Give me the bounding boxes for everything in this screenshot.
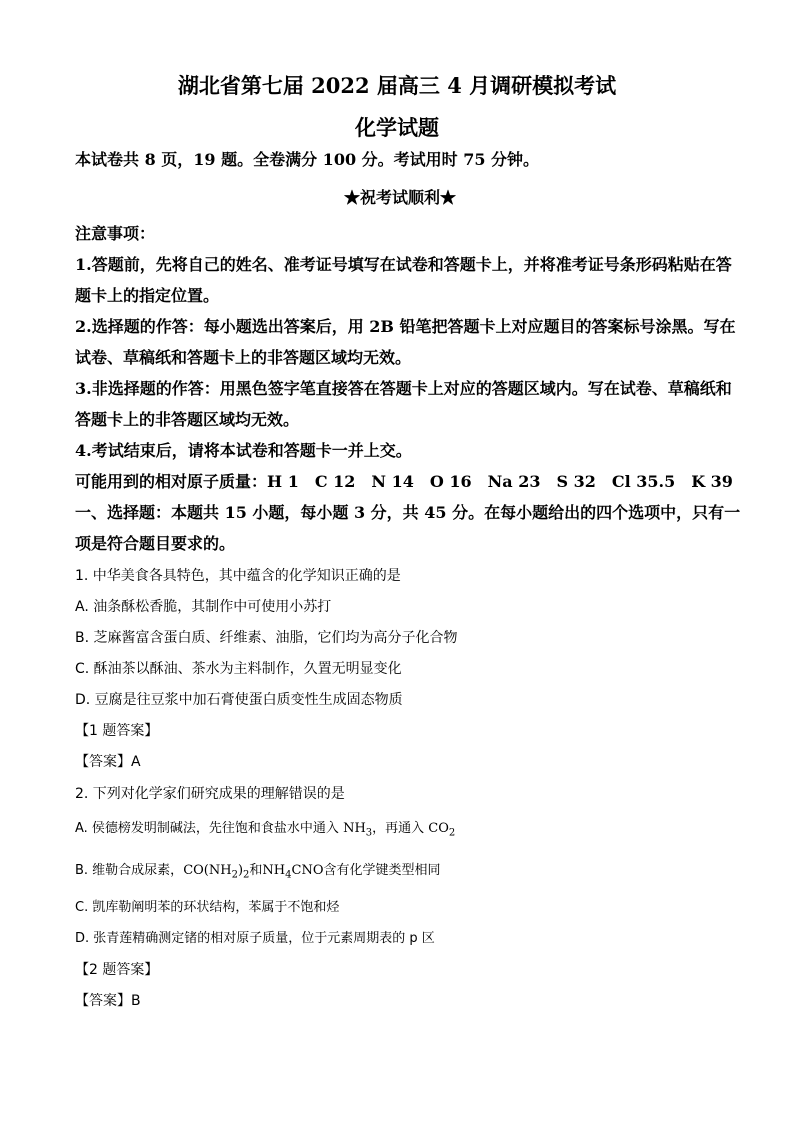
- exam-blessing: ★祝考试顺利★: [343, 188, 456, 207]
- notice-item-3-line-2: 答题卡上的非答题区域均无效。: [75, 410, 300, 429]
- notice-item-2-line-2: 试卷、草稿纸和答题卡上的非答题区域均无效。: [75, 348, 412, 367]
- q2-b-post: 含有化学键类型相同: [323, 863, 441, 878]
- q2-answer: [75, 992, 725, 1010]
- notice-item-3-line-1: 3.非选择题的作答：用黑色签字笔直接答在答题卡上对应的答题区域内。写在试卷、草稿纸和: [75, 379, 732, 398]
- q2-answer-label: 【答案】: [75, 993, 131, 1009]
- q2-a-nh3: $NH_3$: [343, 821, 373, 839]
- q1-option-a: A. 油条酥松香脆，其制作中可使用小苏打: [75, 599, 332, 615]
- q2-b-text: B. 维勒合成尿素，: [75, 863, 184, 878]
- q2-stem: 2. 下列对化学家们研究成果的理解错误的是: [75, 786, 345, 802]
- section-1-line-2: 项是符合题目要求的。: [75, 534, 236, 553]
- q2-b-and: 和: [249, 863, 263, 878]
- exam-subtitle: 化学试题: [355, 115, 439, 140]
- q1-answer-tag: 【1 题答案】: [75, 723, 159, 739]
- notice-item-1-line-1: 1.答题前，先将自己的姓名、准考证号填写在试卷和答题卡上，并将准考证号条形码粘贴在答: [75, 255, 732, 274]
- q1-option-c: C. 酥油茶以酥油、茶水为主料制作，久置无明显变化: [75, 661, 402, 677]
- atomic-masses: 可能用到的相对原子质量：H 1 C 12 N 14 O 16 Na 23 S 32 Cl 35.5 K 39: [75, 472, 733, 491]
- q2-a-co2: $CO_2$: [428, 821, 456, 839]
- section-1-line-1: 一、选择题：本题共 15 小题，每小题 3 分，共 45 分。在每小题给出的四个选项中，只有一: [75, 503, 741, 522]
- q1-option-d: D. 豆腐是往豆浆中加石膏使蛋白质变性生成固态物质: [75, 692, 403, 708]
- q2-option-d: D. 张青莲精确测定锗的相对原子质量，位于元素周期表的 p 区: [75, 931, 435, 946]
- notice-heading: 注意事项：: [75, 224, 156, 243]
- q1-answer: [75, 753, 725, 771]
- exam-summary: 本试卷共 8 页，19 题。全卷满分 100 分。考试用时 75 分钟。: [75, 150, 540, 169]
- q1-stem: 1. 中华美食各具特色，其中蕴含的化学知识正确的是: [75, 568, 401, 584]
- q2-option-b: [75, 862, 725, 885]
- q2-b-urea: $CO(NH_2)_2$: [183, 863, 250, 881]
- notice-item-2-line-1: 2.选择题的作答：每小题选出答案后，用 2B 铅笔把答题卡上对应题目的答案标号涂黑。写在: [75, 317, 736, 336]
- q1-option-b: B. 芝麻酱富含蛋白质、纤维素、油脂，它们均为高分子化合物: [75, 630, 458, 646]
- q1-answer-value: A: [131, 754, 141, 770]
- q2-option-c: C. 凯库勒阐明苯的环状结构，苯属于不饱和烃: [75, 900, 340, 915]
- q2-a-text: A. 侯德榜发明制碱法，先往饱和食盐水中通入: [75, 821, 344, 836]
- q1-answer-label: 【答案】: [75, 754, 131, 770]
- notice-item-4: 4.考试结束后，请将本试卷和答题卡一并上交。: [75, 441, 412, 460]
- q2-b-nh4cno: $NH_4CNO$: [262, 863, 324, 881]
- exam-title: 湖北省第七届 2022 届高三 4 月调研模拟考试: [177, 73, 617, 98]
- notice-item-1-line-2: 题卡上的指定位置。: [75, 286, 220, 305]
- q2-answer-value: B: [131, 993, 141, 1009]
- q2-a-mid: ，再通入: [372, 821, 429, 836]
- q2-answer-tag: 【2 题答案】: [75, 962, 159, 978]
- q2-option-a: [75, 820, 725, 843]
